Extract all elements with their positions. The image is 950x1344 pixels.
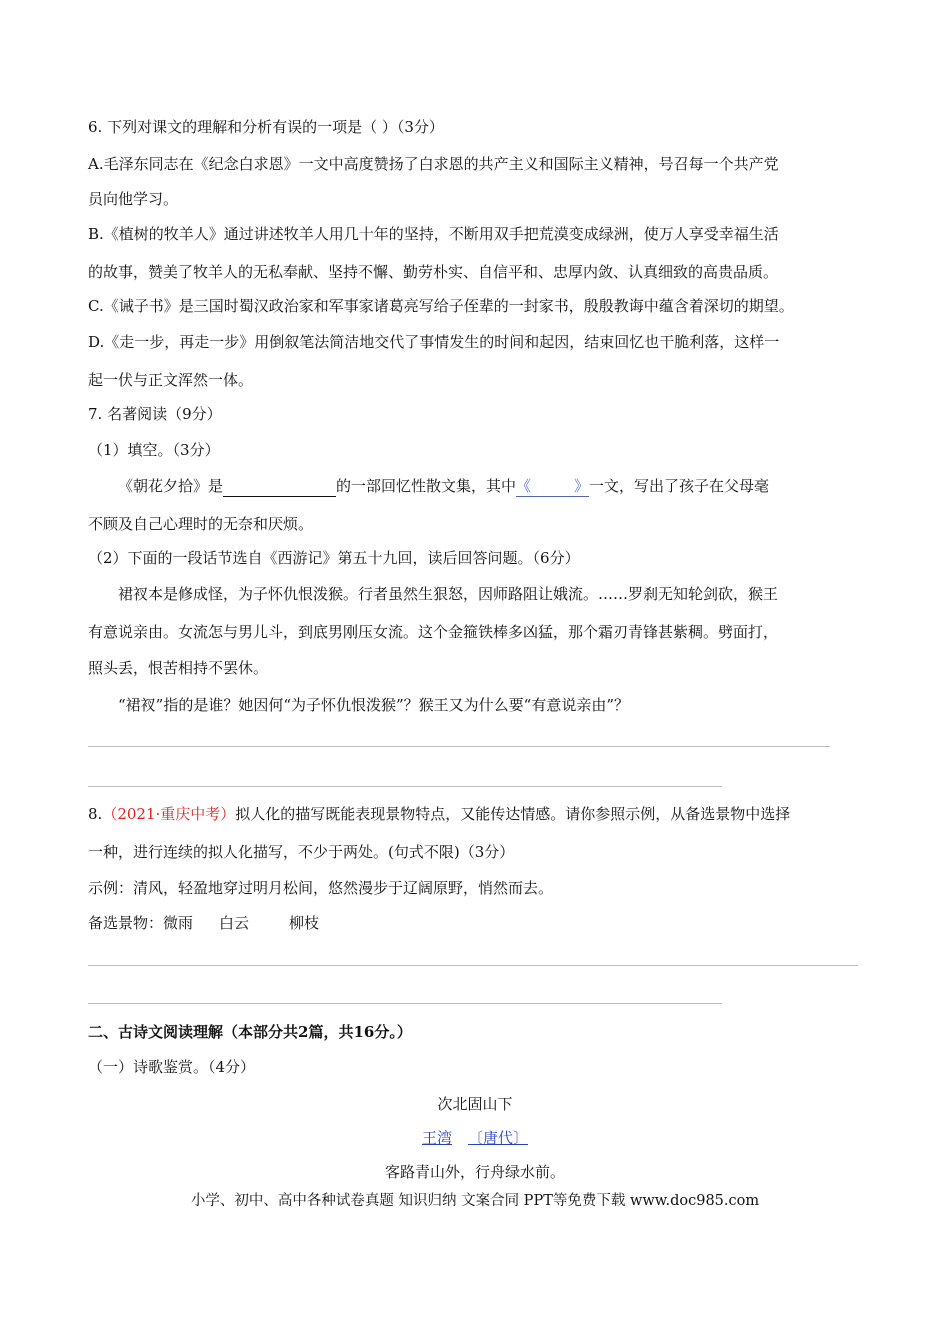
- poem-title: 次北固山下: [437, 1095, 513, 1113]
- fill-text-mid: 的一部回忆性散文集，其中: [336, 477, 517, 495]
- q7-fill-line2: 不顾及自己心理时的无奈和厌烦。: [88, 515, 314, 533]
- q7-passage-line3: 照头丢，恨苦相持不罢休。: [88, 659, 269, 677]
- poem-byline: [0, 1128, 950, 1148]
- q8-options: [88, 913, 319, 933]
- footer-text: 小学、初中、高中各种试卷真题 知识归纳 文案合同 PPT等免费下载 www.doc985.com: [190, 1193, 760, 1209]
- q7-passage-line2: 有意说亲由。女流怎与男儿斗，到底男刚压女流。这个金箍铁棒多凶猛，那个霜刃青锋甚紫稠。劈面打，: [88, 623, 779, 641]
- q6-option-b-line1: B.《植树的牧羊人》通过讲述牧羊人用几十年的坚持，不断用双手把荒漠变成绿洲，使万人享受幸福生活: [88, 225, 779, 243]
- q7-part1-label: （1）填空。（3分）: [88, 441, 220, 459]
- q7-question: “裙衩”指的是谁？她因何“为子怀仇恨泼猴”？猴王又为什么要“有意说亲由”？: [118, 696, 630, 714]
- fill-blank-title[interactable]: 《 》: [516, 477, 589, 495]
- answer-line-3[interactable]: [88, 965, 858, 966]
- section-2-title: 二、古诗文阅读理解（本部分共2篇，共16分。）: [88, 1023, 412, 1041]
- answer-line-2[interactable]: [88, 786, 722, 787]
- q6-option-d-line1: D.《走一步，再走一步》用倒叙笔法简洁地交代了事情发生的时间和起因，结束回忆也干脆利落，这样一: [88, 333, 780, 351]
- q8-number: 8.: [88, 805, 103, 823]
- poem-author-link[interactable]: 王湾: [421, 1129, 452, 1147]
- q7-passage-line1: 裙衩本是修成怪，为子怀仇恨泼猴。行者虽然生狠怒，因师路阻让娥流。……罗刹无知轮剑砍，猴王: [118, 585, 779, 603]
- q6-option-c: C.《诫子书》是三国时蜀汉政治家和军事家诸葛亮写给子侄辈的一封家书，殷殷教诲中蕴含着深切的期望。: [88, 297, 794, 315]
- fill-text-pre: 《朝花夕拾》是: [118, 477, 224, 495]
- q8-option-2: 白云: [219, 914, 250, 932]
- q8-stem-line2: 一种，进行连续的拟人化描写，不少于两处。(句式不限)（3分）: [88, 843, 515, 861]
- q7-part2-label: （2）下面的一段话节选自《西游记》第五十九回，读后回答问题。（6分）: [88, 549, 580, 567]
- q6-option-d-line2: 起一伏与正文浑然一体。: [88, 371, 254, 389]
- q8-example: 示例：清风，轻盈地穿过明月松间，悠然漫步于辽阔原野，悄然而去。: [88, 879, 554, 897]
- q8-options-label: 备选景物：: [88, 914, 164, 932]
- fill-text-post: 一文，写出了孩子在父母毫: [588, 477, 769, 495]
- poem-dynasty-link[interactable]: 〔唐代〕: [468, 1129, 529, 1147]
- q6-option-b-line2: 的故事，赞美了牧羊人的无私奉献、坚持不懈、勤劳朴实、自信平和、忠厚内敛、认真细致的高贵品质。: [88, 263, 779, 281]
- q6-option-a-line2: 员向他学习。: [88, 190, 179, 208]
- answer-line-4[interactable]: [88, 1003, 722, 1004]
- poem-line-1: 客路青山外，行舟绿水前。: [384, 1163, 565, 1181]
- q8-option-3: 柳枝: [289, 914, 320, 932]
- q7-stem: 7. 名著阅读（9分）: [88, 405, 222, 423]
- fill-blank-author[interactable]: [223, 479, 336, 497]
- q8-source: （2021·重庆中考）: [102, 805, 236, 823]
- section-2-subtitle: （一）诗歌鉴赏。（4分）: [88, 1058, 256, 1076]
- q8-option-1: 微雨: [163, 914, 194, 932]
- answer-line-1[interactable]: [88, 746, 830, 747]
- q7-fill-line1: [118, 476, 769, 497]
- q6-stem: 6. 下列对课文的理解和分析有误的一项是（ ）（3分）: [88, 118, 444, 136]
- q8-stem-line1: [88, 804, 790, 824]
- q8-stem-text: 拟人化的描写既能表现景物特点，又能传达情感。请你参照示例，从备选景物中选择: [235, 805, 791, 823]
- q6-option-a-line1: A.毛泽东同志在《纪念白求恩》一文中高度赞扬了白求恩的共产主义和国际主义精神，号召每一个共产党: [88, 155, 779, 173]
